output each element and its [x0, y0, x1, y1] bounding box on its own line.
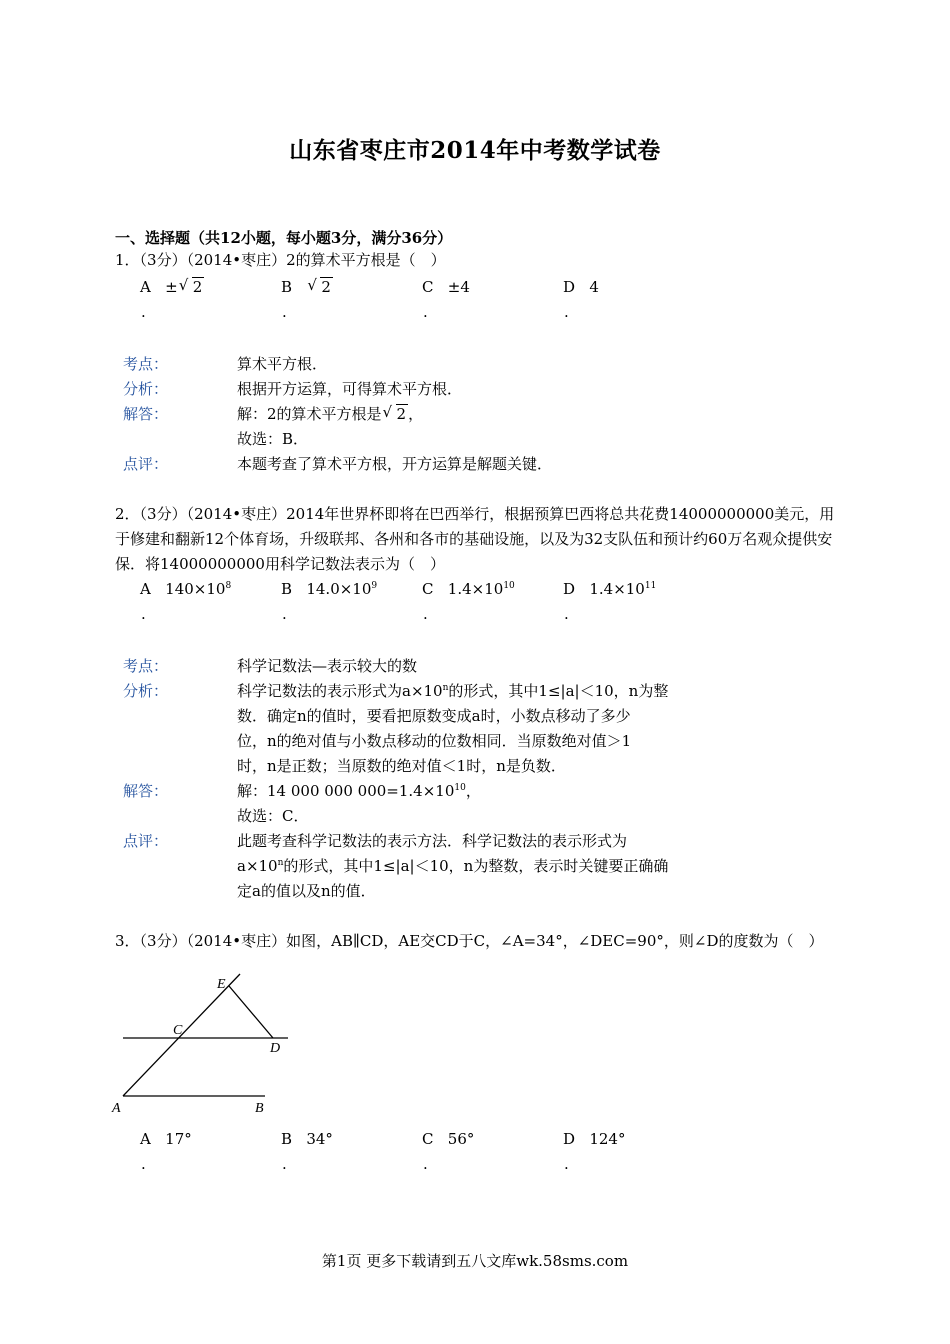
question-3-stem: 3．（3分）（2014•枣庄）如图，AB∥CD，AE交CD于C，∠A=34°，∠DEC=90°，则∠D的度数为（ ） [115, 932, 824, 950]
q1-option-d [563, 278, 599, 296]
sqrt-symbol: √ 2 [178, 276, 203, 296]
q3-option-a [140, 1130, 192, 1148]
jieda-prefix: 解：2的算术平方根是 [237, 405, 382, 423]
q2-kaodian-text: 科学记数法—表示较大的数 [237, 657, 418, 675]
sqrt-symbol: √ 2 [307, 276, 331, 296]
option-text: 17° [165, 1130, 192, 1148]
q2-jieda-text [237, 780, 481, 801]
option-exponent: 10 [503, 581, 515, 591]
option-letter: C [422, 278, 434, 296]
option-prefix: ± [165, 278, 178, 296]
option-dot: . [564, 605, 569, 623]
option-dot: . [423, 303, 428, 321]
q2-dianping-label: 点评： [123, 832, 169, 850]
question-1-stem: 1．（3分）（2014•枣庄）2的算术平方根是（ ） [115, 251, 446, 269]
option-dot: . [564, 303, 569, 321]
label-c: C [173, 1023, 183, 1038]
q1-fenxi-text: 根据开方运算，可得算术平方根． [237, 380, 463, 398]
q1-guxuan-text: 故选：B． [237, 430, 309, 448]
sqrt-symbol: √ 2 [382, 403, 407, 423]
option-text: 4 [589, 278, 599, 296]
option-dot: . [282, 303, 287, 321]
option-letter: A [140, 278, 151, 296]
q3-option-b [281, 1130, 333, 1148]
dianping-text: 的形式，其中1≤|a|＜10，n为整数，表示时关键要正确确 [283, 857, 669, 875]
q1-dianping-text: 本题考查了算术平方根，开方运算是解题关键． [237, 455, 553, 473]
option-text: 56° [447, 1130, 475, 1148]
option-text: ±4 [447, 278, 470, 296]
radicand: 2 [321, 278, 331, 296]
q2-fenxi-label: 分析： [123, 682, 169, 700]
section-heading: 一、选择题（共12小题，每小题3分，满分36分） [115, 229, 453, 247]
q2-jieda-label: 解答： [123, 782, 169, 800]
exponent: 10 [454, 783, 466, 793]
fenxi-text: 的形式，其中1≤|a|＜10，n为整 [448, 682, 669, 700]
q1-option-b [281, 278, 333, 296]
q2-dianping-line1: 此题考查科学记数法的表示方法．科学记数法的表示形式为 [237, 832, 628, 850]
dianping-text: a×10 [237, 857, 278, 875]
option-letter: A [140, 1130, 151, 1148]
option-text: 124° [589, 1130, 626, 1148]
fenxi-text: 科学记数法的表示形式为a×10 [237, 682, 443, 700]
option-base: 14.0×10 [306, 580, 372, 598]
q3-option-d [563, 1130, 625, 1148]
option-dot: . [282, 605, 287, 623]
q2-option-b [281, 580, 377, 598]
q2-fenxi-line4: 时，n是正数；当原数的绝对值＜1时，n是负数． [237, 757, 566, 775]
exponent: n [277, 858, 284, 868]
option-dot: . [423, 1155, 428, 1173]
option-base: 1.4×10 [447, 580, 504, 598]
exponent: n [442, 683, 449, 693]
q1-option-a [140, 278, 204, 296]
q1-jieda-label: 解答： [123, 405, 169, 423]
option-dot: . [282, 1155, 287, 1173]
jieda-text: 解：14 000 000 000=1.4×10 [237, 782, 455, 800]
q2-option-a [140, 580, 231, 598]
option-text: 34° [306, 1130, 333, 1148]
page-title: 山东省枣庄市2014年中考数学试卷 [289, 137, 661, 164]
q2-fenxi-line2: 数．确定n的值时，要看把原数变成a时，小数点移动了多少 [237, 707, 631, 725]
jieda-suffix: ， [408, 405, 424, 423]
q1-kaodian-label: 考点： [123, 355, 169, 373]
option-dot: . [141, 1155, 146, 1173]
label-d: D [270, 1041, 281, 1056]
label-e: E [217, 977, 226, 992]
geometry-figure [110, 972, 295, 1120]
q1-option-c [422, 278, 470, 296]
option-letter: C [422, 1130, 434, 1148]
q1-dianping-label: 点评： [123, 455, 169, 473]
option-exponent: 11 [644, 581, 657, 591]
option-letter: D [563, 580, 576, 598]
option-letter: C [422, 580, 434, 598]
q1-jieda-text [237, 403, 423, 424]
q1-fenxi-label: 分析： [123, 380, 169, 398]
jieda-text: ， [465, 782, 481, 800]
q2-guxuan-text: 故选：C． [237, 807, 309, 825]
q2-option-c [422, 580, 515, 598]
label-a: A [112, 1101, 121, 1116]
q2-dianping-line3: 定a的值以及n的值． [237, 882, 376, 900]
q2-dianping-line2 [237, 855, 668, 876]
q1-kaodian-text: 算术平方根． [237, 355, 328, 373]
option-base: 140×10 [165, 580, 226, 598]
option-dot: . [141, 303, 146, 321]
q2-fenxi-line1 [237, 680, 668, 701]
option-letter: B [281, 278, 293, 296]
option-dot: . [141, 605, 146, 623]
q2-kaodian-label: 考点： [123, 657, 169, 675]
line-ed [229, 986, 273, 1038]
option-exponent: 9 [371, 581, 378, 591]
option-letter: B [281, 580, 293, 598]
q2-fenxi-line3: 位，n的绝对值与小数点移动的位数相同．当原数绝对值＞1 [237, 732, 632, 750]
option-letter: B [281, 1130, 293, 1148]
option-letter: D [563, 278, 576, 296]
option-exponent: 8 [225, 581, 232, 591]
radicand: 2 [396, 405, 407, 423]
option-base: 1.4×10 [589, 580, 645, 598]
question-2-stem: 2．（3分）（2014•枣庄）2014年世界杯即将在巴西举行，根据预算巴西将总共花费14000000000美元，用于修建和翻新12个体育场，升级联邦、各州和各市的基础设施，以及为32支队伍和预计约60万名观众提供安保．将14000000000用科学记数法表示为（ ） [115, 505, 835, 573]
option-dot: . [423, 605, 428, 623]
option-letter: D [563, 1130, 576, 1148]
option-dot: . [564, 1155, 569, 1173]
option-letter: A [140, 580, 151, 598]
radicand: 2 [192, 278, 203, 296]
q3-option-c [422, 1130, 474, 1148]
q2-option-d [563, 580, 656, 598]
label-b: B [255, 1101, 264, 1116]
page-footer: 第1页 更多下载请到五八文库wk.58sms.com [321, 1252, 629, 1270]
